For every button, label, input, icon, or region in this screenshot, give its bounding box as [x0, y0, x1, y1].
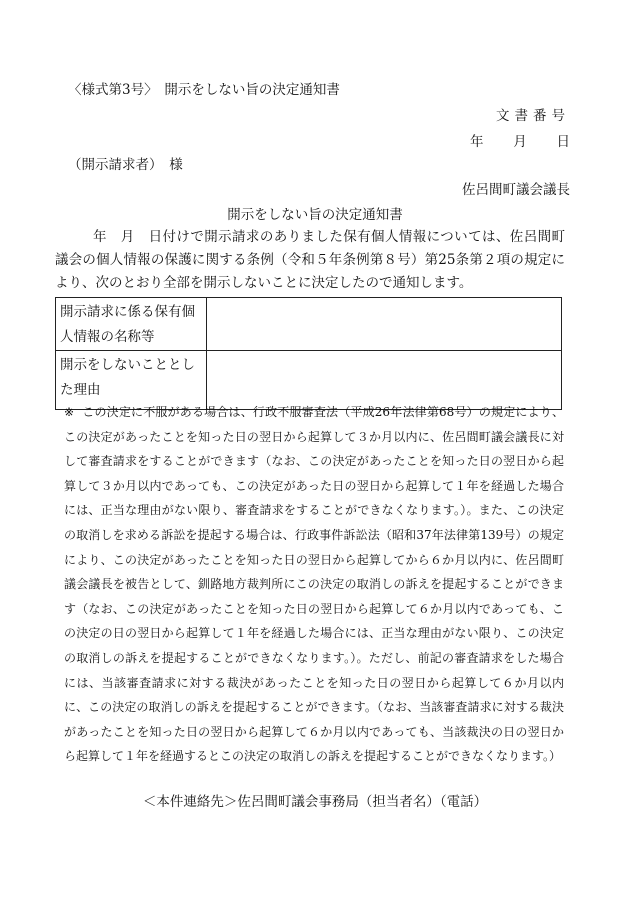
document-number: 文書番号 — [496, 108, 570, 124]
contact-info: ＜本件連絡先＞佐呂間町議会事務局（担当者名）（電話） — [142, 794, 488, 810]
note-text: この決定に不服がある場合は、行政不服審査法（平成26年法律第68号）の規定により、この決定があったことを知った日の翌日から起算して３か月以内に、佐呂間町議会議長に対して審査請求をすることができます（なお、この決定があったことを知った日の翌日から起算して３か月以内であっても、この決定があった日の翌日から起算して１年を経過した場合には、正当な理由がない限り、審査請求をすることができなくなります。）。また、この決定の取消しを求める訴訟を提起する場合は、行政事件訴訟法（昭和37年法律第139号）の規定により、この決定があったことを知った日の翌日から起算してから６か月以内に、佐呂間町議会議長を被告として、釧路地方裁判所にこの決定の取消しの訴えを提起することができます（なお、この決定があったことを知った日の翌日から起算して６か月以内であっても、この決定の日の翌日から起算して１年を経過した場合には、正当な理由がない限り、この決定の取消しの訴えを提起することができなくなります。）。ただし、前記の審査請求をした場合には、当該審査請求に対する裁決があったことを知った日の翌日から起算して６か月以内に、この決定の取消しの訴えを提起することができます。（なお、当該審査請求に対する裁決があったことを知った日の翌日から起算して６か月以内であっても、当該裁決の日の翌日から起算して１年を経過するとこの決定の取消しの訴えを提起することができなくなります。） — [64, 405, 564, 764]
addressee: （開示請求者） 様 — [68, 157, 183, 173]
note-mark: ※ — [64, 405, 75, 419]
info-table — [55, 297, 562, 410]
form-number: 〈様式第3号〉 開示をしない旨の決定通知書 — [68, 82, 340, 98]
sender: 佐呂間町議会議長 — [462, 182, 570, 198]
body-text: 年 月 日付けで開示請求のありました保有個人情報については、佐呂間町議会の個人情報の保護に関する条例（令和５年条例第８号）第25条第２項の規定により、次のとおり全部を開示しないことに決定したので通知します。 — [55, 229, 565, 291]
appeal-note — [64, 400, 564, 769]
row-value-information-name — [207, 298, 562, 351]
date-month: 月 — [513, 134, 527, 150]
date-day: 日 — [556, 134, 570, 150]
row-label-reason: 開示をしないこととした理由 — [56, 351, 207, 410]
document-title: 開示をしない旨の決定通知書 — [227, 207, 403, 223]
date-line — [470, 133, 570, 151]
row-label-information-name: 開示請求に係る保有個人情報の名称等 — [56, 298, 207, 351]
date-year: 年 — [470, 134, 484, 150]
table-row — [56, 298, 562, 351]
